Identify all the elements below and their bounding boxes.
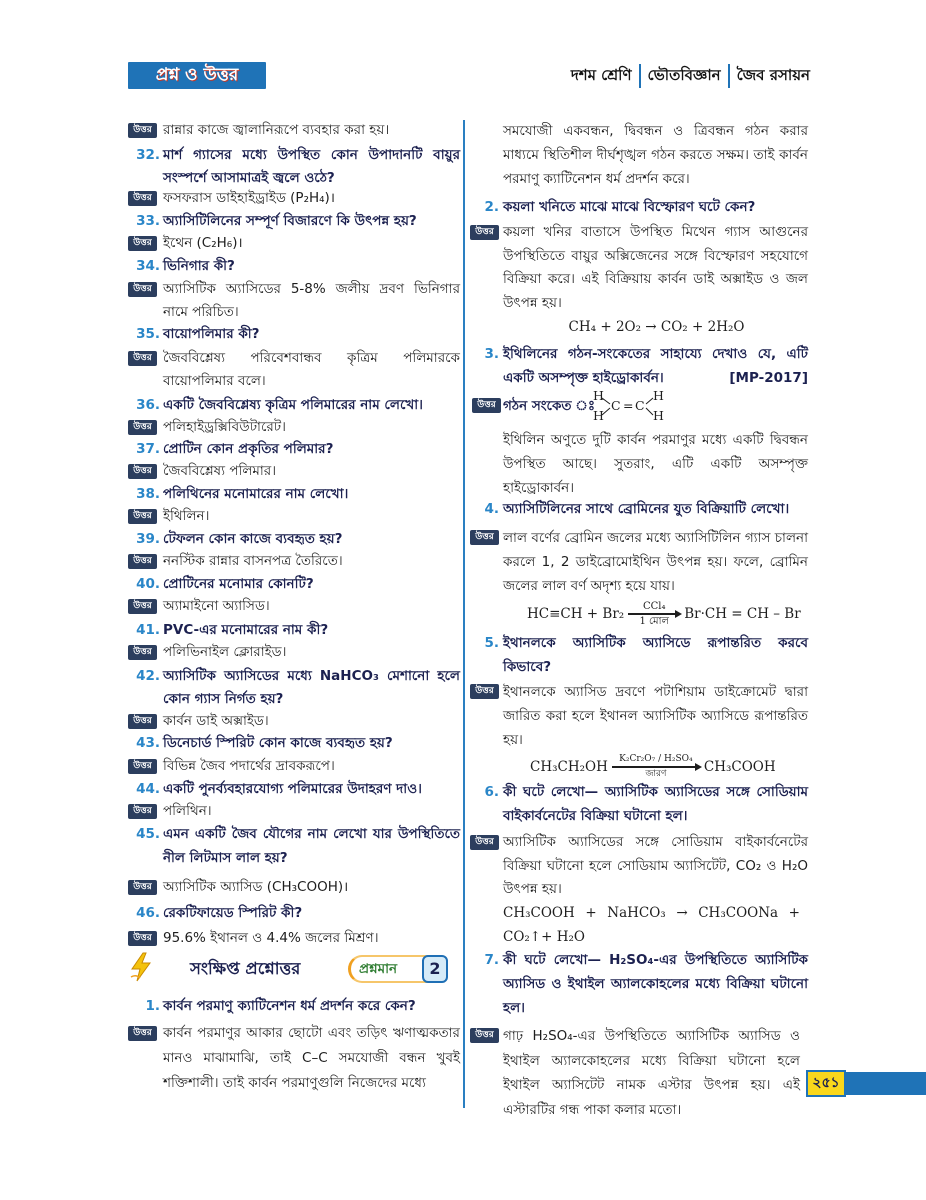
question-text: কার্বন পরমাণু ক্যাটিনেশন ধর্ম প্রদর্শন করে কেন?	[163, 998, 416, 1014]
question-number: 36.	[136, 397, 160, 413]
arrow-condition-bottom: জারণ	[645, 768, 667, 779]
question-number: 33.	[136, 213, 160, 229]
structure-label: গঠন সংকেত ঃ	[503, 398, 596, 414]
atom-h: H	[653, 408, 664, 423]
answer-text: পলিথিন।	[163, 803, 212, 819]
question-text: বায়োপলিমার কী?	[163, 326, 260, 342]
question-text: প্রোটিনের মনোমার কোনটি?	[163, 576, 314, 592]
question-text: এমন একটি জৈব যৌগের নাম লেখো যার উপস্থিতিতে নীল লিটমাস লাল হয়?	[163, 826, 460, 866]
question-text: টেফলন কোন কাজে ব্যবহৃত হয়?	[163, 531, 343, 547]
answer-badge: উত্তর	[128, 191, 157, 206]
answer-text: ইথেন (C₂H₆)।	[163, 235, 243, 251]
answer-block	[128, 187, 460, 210]
equation-line: CO₂↑+ H₂O	[503, 928, 585, 945]
answer-badge: উত্তর	[470, 225, 499, 240]
answer-text: লাল বর্ণের ব্রোমিন জলের মধ্যে অ্যাসিটিলিন গ্যাস চালনা করলে 1, 2 ডাইব্রোমোইথিন উৎপন্ন হয়। ফলে, ব্রোমিন জলের লাল বর্ণ অদৃশ্য হয়ে যায়।	[503, 530, 808, 594]
answer-text: গাঢ় H₂SO₄-এর উপস্থিতিতে অ্যাসিটিক অ্যাসিড ও ইথাইল অ্যালকোহলের মধ্যে বিক্রিয়া ঘটানো হলে ইথাইল অ্যাসিটেট নামক এস্টার উৎপন্ন হয়। এই এস্টারটির গন্ধ পাকা কলার মতো।	[503, 1028, 800, 1118]
question-number: 38.	[136, 486, 160, 502]
question-number: 39.	[136, 531, 160, 547]
answer-block	[128, 550, 460, 573]
question-text: মার্শ গ্যাসের মধ্যে উপস্থিত কোন উপাদানটি বায়ুর সংস্পর্শে আসামাত্রই জ্বলে ওঠে?	[163, 147, 460, 186]
answer-block	[470, 680, 808, 752]
question-block	[128, 573, 460, 596]
arrow-icon	[628, 613, 680, 614]
answer-block	[128, 927, 460, 950]
atom-c: C	[611, 398, 621, 413]
answer-block	[128, 595, 460, 618]
equation-reactants: CH₃CH₂OH	[530, 759, 608, 775]
marks-label: প্রশ্নমান	[359, 960, 398, 977]
answer-text: অ্যাসিটিক অ্যাসিড (CH₃COOH)।	[163, 879, 349, 895]
answer-badge: উত্তর	[128, 123, 157, 138]
answer-badge: উত্তর	[472, 398, 501, 413]
question-block	[128, 528, 460, 551]
question-number: 42.	[136, 668, 160, 684]
atom-h: H	[593, 408, 604, 423]
answer-badge: উত্তর	[128, 804, 157, 819]
section-badge: প্রশ্ন ও উত্তর	[128, 62, 266, 89]
answer-badge: উত্তর	[470, 684, 499, 699]
question-number: 2.	[484, 199, 499, 215]
breadcrumb-subject: ভৌতবিজ্ঞান	[647, 65, 721, 84]
question-block	[128, 438, 460, 461]
exam-tag: [MP-2017]	[729, 370, 808, 386]
answer-text: 95.6% ইথানল ও 4.4% জলের মিশ্রণ।	[163, 930, 379, 946]
answer-text: বিভিন্ন জৈব পদার্থের দ্রাবকরূপে।	[163, 758, 335, 774]
question-block	[128, 255, 460, 278]
answer-block	[470, 526, 808, 598]
question-number: 1.	[145, 998, 160, 1014]
answer-text: কার্বন পরমাণুর আকার ছোটো এবং তড়িৎ ঋণাত্মকতার মানও মাঝামাঝি, তাই C–C সমযোজী বন্ধন খুবই শক্তিশালী। তাই কার্বন পরমাণুগুলি নিজেদের মধ্যে	[163, 1025, 460, 1091]
equation-methane-combustion: CH₄ + 2O₂ → CO₂ + 2H₂O	[568, 319, 745, 335]
question-text: PVC-এর মনোমারের নাম কী?	[163, 622, 329, 638]
answer-block	[128, 800, 460, 823]
answer-badge: উত্তর	[128, 236, 157, 251]
answer-badge: উত্তর	[470, 835, 499, 850]
question-block	[470, 781, 808, 829]
answer-text: ফসফরাস ডাইহাইড্রাইড (P₂H₄)।	[163, 190, 335, 206]
answer-block	[128, 505, 460, 528]
equation-reactants: HC≡CH + Br₂	[527, 606, 625, 622]
answer-block	[128, 710, 460, 733]
question-number: 41.	[136, 622, 160, 638]
answer-text: অ্যামাইনো অ্যাসিড।	[163, 598, 270, 614]
question-number: 32.	[136, 147, 160, 163]
question-text: রেকটিফায়েড স্পিরিট কী?	[163, 905, 303, 921]
answer-block	[128, 232, 460, 255]
question-block	[470, 342, 808, 390]
lightning-icon	[128, 952, 154, 982]
column-divider	[463, 120, 465, 1108]
answer-badge: উত্তর	[128, 464, 157, 479]
question-text: কী ঘটে লেখো— H₂SO₄-এর উপস্থিতিতে অ্যাসিটিক অ্যাসিড ও ইথাইল অ্যালকোহলের মধ্যে বিক্রিয়া ঘটানো হল।	[503, 952, 808, 1016]
question-number: 7.	[484, 952, 499, 968]
answer-text: ইথানলকে অ্যাসিড দ্রবণে পটাশিয়াম ডাইক্রোমেট দ্বারা জারিত করা হলে ইথানল অ্যাসিটিক অ্যাসিডে রূপান্তরিত হয়।	[503, 684, 808, 748]
page-number-bar	[846, 1072, 926, 1095]
reaction-arrow	[628, 601, 680, 626]
page-number: ২৫১	[806, 1070, 846, 1097]
answer-block	[128, 641, 460, 664]
answer-badge: উত্তর	[128, 880, 157, 895]
question-block	[128, 210, 460, 233]
answer-block	[128, 278, 460, 323]
breadcrumb-class: দশম শ্রেণি	[570, 65, 632, 84]
answer-badge: উত্তর	[128, 351, 157, 366]
answer-text: রান্নার কাজে জ্বালানিরূপে ব্যবহার করা হয়।	[163, 122, 390, 138]
equation-ethanol-oxidation	[530, 751, 776, 783]
question-block	[128, 778, 460, 801]
reaction-arrow	[612, 754, 700, 779]
question-block	[470, 498, 808, 521]
question-text: কী ঘটে লেখো— অ্যাসিটিক অ্যাসিডের সঙ্গে সোডিয়াম বাইকার্বনেটের বিক্রিয়া ঘটানো হল।	[503, 784, 808, 824]
question-text: প্রোটিন কোন প্রকৃতির পলিমার?	[163, 441, 334, 457]
question-text: ইথিলিনের গঠন-সংকেতের সাহায্যে দেখাও যে, এটি একটি অসম্পৃক্ত হাইড্রোকার্বন।	[503, 346, 808, 386]
answer-text: জৈববিশ্লেষ্য পরিবেশবান্ধব কৃত্রিম পলিমারকে বায়োপলিমার বলে।	[163, 350, 460, 389]
answer-badge: উত্তর	[128, 420, 157, 435]
answer-badge: উত্তর	[128, 931, 157, 946]
question-block	[470, 196, 808, 219]
answer-text: ইথিলিন অণুতে দুটি কার্বন পরমাণুর মধ্যে একটি দ্বিবন্ধন উপস্থিত আছে। সুতরাং, এটি একটি অসম্পৃক্ত হাইড্রোকার্বন।	[503, 432, 808, 496]
arrow-condition-bottom: 1 মোল	[639, 615, 669, 627]
question-text: পলিথিনের মনোমারের নাম লেখো।	[163, 486, 349, 502]
question-block	[128, 483, 460, 506]
question-text: একটি জৈববিশ্লেষ্য কৃত্রিম পলিমারের নাম লেখো।	[163, 397, 423, 413]
answer-badge: উত্তর	[128, 282, 157, 297]
answer-badge: উত্তর	[128, 509, 157, 524]
arrow-icon	[612, 766, 700, 767]
question-number: 35.	[136, 326, 160, 342]
marks-value: 2	[422, 955, 448, 983]
question-block	[128, 732, 460, 755]
question-block	[128, 822, 460, 870]
breadcrumb-separator	[728, 64, 730, 88]
answer-text: অ্যাসিটিক অ্যাসিডের সঙ্গে সোডিয়াম বাইকার্বনেটের বিক্রিয়া ঘটানো হলে সোডিয়াম অ্যাসিটেট, CO₂ ও H₂O উৎপন্ন হয়।	[503, 834, 808, 897]
question-text: ভিনিগার কী?	[163, 258, 235, 274]
question-block	[128, 665, 460, 710]
answer-block	[128, 755, 460, 778]
answer-text: কয়লা খনির বাতাসে উপস্থিত মিথেন গ্যাস আগুনের উপস্থিতিতে বায়ুর অক্সিজেনের সঙ্গে বিস্ফোরণ সহযোগে বিক্রিয়া করে। এই বিক্রিয়ায় কার্বন ডাই অক্সাইড ও জল উৎপন্ন হয়।	[503, 224, 808, 311]
question-text: ডিনেচার্ড স্পিরিট কোন কাজে ব্যবহৃত হয়?	[163, 735, 393, 751]
question-number: 34.	[136, 258, 160, 274]
question-block	[128, 144, 460, 189]
question-number: 6.	[484, 784, 499, 800]
answer-badge: উত্তর	[128, 1026, 157, 1041]
answer-text: পলিভিনাইল ক্লোরাইড।	[163, 644, 287, 660]
question-block	[128, 902, 460, 925]
question-text: একটি পুনর্ব্যবহারযোগ্য পলিমারের উদাহরণ দাও।	[163, 781, 422, 797]
answer-text-block	[470, 428, 808, 500]
question-block	[128, 619, 460, 642]
atom-h: H	[653, 388, 664, 403]
answer-text: জৈববিশ্লেষ্য পলিমার।	[163, 463, 277, 479]
question-text: কয়লা খনিতে মাঝে মাঝে বিস্ফোরণ ঘটে কেন?	[503, 199, 756, 215]
answer-block	[470, 831, 808, 902]
question-number: 5.	[484, 635, 499, 651]
section-title: সংক্ষিপ্ত প্রশ্নোত্তর	[190, 959, 301, 978]
equation-bicarbonate	[503, 902, 800, 949]
answer-block	[128, 1021, 460, 1096]
answer-block	[128, 347, 460, 392]
question-text: অ্যাসিটিলিনের সম্পূর্ণ বিজারণে কি উৎপন্ন হয়?	[163, 213, 417, 229]
question-block	[128, 394, 460, 417]
breadcrumb-chapter: জৈব রসায়ন	[736, 65, 810, 84]
answer-block	[128, 416, 460, 439]
answer-text: সমযোজী একবন্ধন, দ্বিবন্ধন ও ত্রিবন্ধন গঠন করার মাধ্যমে স্থিতিশীল দীর্ঘশৃঙ্খল গঠন করতে সক্ষম। তাই কার্বন পরমাণু ক্যাটিনেশন ধর্ম প্রদর্শন করে।	[503, 123, 808, 187]
question-number: 40.	[136, 576, 160, 592]
question-number: 44.	[136, 781, 160, 797]
question-block	[470, 631, 808, 679]
atom-h: H	[593, 388, 604, 403]
question-number: 4.	[484, 501, 499, 517]
answer-badge: উত্তর	[128, 554, 157, 569]
answer-badge: উত্তর	[128, 759, 157, 774]
atom-c: C	[635, 398, 645, 413]
equation-bromination	[527, 598, 801, 630]
arrow-condition-top: CCl₄	[642, 601, 666, 613]
question-number: 43.	[136, 735, 160, 751]
question-number: 37.	[136, 441, 160, 457]
answer-text: ইথিলিন।	[163, 508, 210, 524]
answer-badge: উত্তর	[470, 530, 499, 545]
breadcrumb-separator	[639, 64, 641, 88]
answer-block	[128, 460, 460, 483]
breadcrumb	[470, 63, 810, 89]
marks-pill	[348, 955, 446, 983]
answer-text: অ্যাসিটিক অ্যাসিডের 5-8% জলীয় দ্রবণ ভিনিগার নামে পরিচিত।	[163, 281, 460, 320]
ethylene-structure	[590, 389, 666, 423]
answer-text: কার্বন ডাই অক্সাইড।	[163, 713, 269, 729]
answer-block	[128, 119, 460, 142]
arrow-condition-top: K₂Cr₂O₇ / H₂SO₄	[619, 754, 693, 765]
equation-line: CH₃COOH + NaHCO₃ → CH₃COONa +	[503, 905, 800, 921]
answer-badge: উত্তর	[470, 1028, 499, 1043]
answer-block	[470, 221, 808, 315]
question-text: ইথানলকে অ্যাসিটিক অ্যাসিডে রূপান্তরিত করবে কিভাবে?	[503, 635, 808, 675]
question-block	[128, 995, 460, 1018]
equation-products: CH₃COOH	[703, 759, 776, 775]
double-bond: =	[623, 398, 634, 413]
answer-block	[470, 1024, 800, 1118]
question-block	[128, 323, 460, 346]
question-text: অ্যাসিটিক অ্যাসিডের মধ্যে NaHCO₃ মেশানো হলে কোন গ্যাস নির্গত হয়?	[163, 668, 460, 707]
question-block	[470, 948, 808, 1020]
answer-badge: উত্তর	[128, 599, 157, 614]
question-number: 45.	[136, 826, 160, 842]
answer-continuation	[470, 119, 808, 191]
answer-badge: উত্তর	[128, 645, 157, 660]
answer-block	[128, 876, 460, 899]
question-text: অ্যাসিটিলিনের সাথে ব্রোমিনের যুত বিক্রিয়াটি লেখো।	[503, 501, 790, 517]
question-number: 46.	[136, 905, 160, 921]
answer-text: ননস্টিক রান্নার বাসনপত্র তৈরিতে।	[163, 553, 343, 569]
answer-badge: উত্তর	[128, 714, 157, 729]
answer-text: পলিহাইড্রক্সিবিউটারেট।	[163, 419, 286, 435]
equation-products: Br·CH = CH – Br	[684, 606, 801, 622]
question-number: 3.	[484, 346, 499, 362]
